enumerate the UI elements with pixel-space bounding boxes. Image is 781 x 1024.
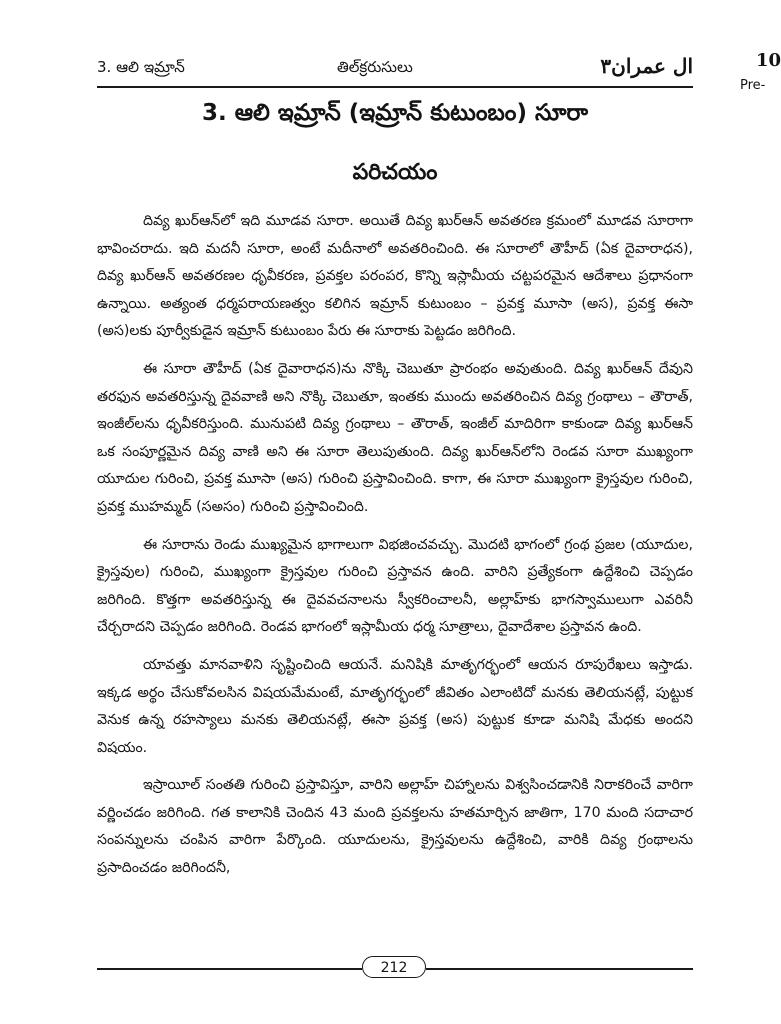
section-heading: పరిచయం (352, 160, 438, 185)
footer-divider-left (97, 968, 362, 970)
chapter-title: 3. ఆలి ఇమ్రాన్ (ఇమ్రాన్ కుటుంబం) సూరా (201, 100, 589, 126)
running-header (97, 54, 693, 84)
paragraph: ఈ సూరా తౌహీద్ (ఏక దైవారాధన)ను నొక్కి చెబుతూ ప్రారంభం అవుతుంది. దివ్య ఖుర్‌ఆన్ దేవుని తరఫున అవతరిస్తున్న దైవవాణి అని నొక్కి చెబుతూ, ఇంతకు ముందు అవతరించిన దివ్య గ్రంథాలు – తౌరాత్, ఇంజీల్‌లను ధృవీకరిస్తుంది. మునుపటి దివ్య గ్రంథాలు – తౌరాత్, ఇంజీల్ మాదిరిగా కాకుండా దివ్య ఖుర్‌ఆన్ ఒక సంపూర్ణమైన దివ్య వాణి అని ఈ సూరా తెలుపుతుంది. దివ్య ఖుర్‌ఆన్‌లోని రెండవ సూరా ముఖ్యంగా యూదుల గురించి, ప్రవక్త మూసా (అస) గురించి ప్రస్తావించింది. కాగా, ఈ సూరా ముఖ్యంగా క్రైస్తవుల గురించి, ప్రవక్త ముహమ్మద్ (సఅసం) గురించి ప్రస్తావించింది. (97, 360, 693, 515)
footer-divider-right (426, 968, 693, 970)
paragraph: దివ్య ఖుర్‌ఆన్‌లో ఇది మూడవ సూరా. అయితే దివ్య ఖుర్‌ఆన్ అవతరణ క్రమంలో మూడవ సూరాగా భావించరాదు. ఇది మదనీ సూరా, అంటే మదీనాలో అవతరించింది. ఈ సూరాలో తౌహీద్ (ఏక దైవారాధన), దివ్య ఖుర్‌ఆన్ అవతరణల ధృవీకరణ, ప్రవక్తల పరంపర, కొన్ని ఇస్లామీయ చట్టపరమైన ఆదేశాలు ప్రధానంగా ఉన్నాయి. అత్యంత ధర్మపరాయణత్వం కలిగిన ఇమ్రాన్ కుటుంబం – ప్రవక్త మూసా (అస), ప్రవక్త ఈసా (అస)లకు పూర్వీకుడైన ఇమ్రాన్ కుటుంబం పేరు ఈ సూరాకు పెట్టడం జరిగింది. (97, 213, 693, 340)
paragraph: ఈ సూరాను రెండు ముఖ్యమైన భాగాలుగా విభజించవచ్చు. మొదటి భాగంలో గ్రంథ ప్రజల (యూదుల, క్రైస్తవుల) గురించి, ముఖ్యంగా క్రైస్తవుల గురించి ప్రస్తావన ఉంది. వారిని ప్రత్యేకంగా ఉద్దేశించి చెప్పడం జరిగింది. కొత్తగా అవతరిస్తున్న ఈ దైవవచనాలను స్వీకరించాలనీ, అల్లాహ్‌కు భాగస్వాములుగా ఎవరినీ చేర్చరాదని చెప్పడం జరిగింది. రెండవ భాగంలో ఇస్లామీయ ధర్మ సూత్రాలు, దైవాదేశాల ప్రస్తావన ఉంది. (97, 536, 693, 636)
page-number: 212 (362, 956, 426, 978)
paragraph: యావత్తు మానవాళిని సృష్టించింది ఆయనే. మనిషికి మాతృగర్భంలో ఆయన రూపురేఖలు ఇస్తాడు. ఇక్కడ అర్థం చేసుకోవలసిన విషయమేమంటే, మాతృగర్భంలో జీవితం ఎలాంటిదో మనకు తెలియనట్లే, పుట్టుక వెనుక ఉన్న రహస్యాలు మనకు తెలియనట్లే, ఈసా ప్రవక్త (అస) పుట్టుక కూడా మనిషి మేధకు అందని విషయం. (97, 656, 693, 756)
body-text (97, 208, 693, 893)
header-arabic-chapter: ال عمران٣ (600, 54, 693, 78)
header-book-title: తిల్‌క్రరుసులు (337, 58, 413, 76)
header-divider (97, 86, 693, 88)
paragraph: ఇస్రాయీల్ సంతతి గురించి ప్రస్తావిస్తూ, వారిని అల్లాహ్ చిహ్నాలను విశ్వసించడానికి నిరాకరించే వారిగా వర్ణించడం జరిగింది. గత కాలానికి చెందిన 43 మంది ప్రవక్తలను హతమార్చిన జాతిగా, 170 మంది సదాచార సంపన్నులను చంపిన వారిగా పేర్కొంది. యూదులను, క్రైస్తవులను ఉద్దేశించి, వారికి దివ్య గ్రంథాలను ప్రసాదించడం జరిగిందనీ, (97, 777, 693, 877)
header-chapter-name: 3. ఆలి ఇమ్రాన్ (97, 58, 185, 76)
corner-sub-label: Pre- (740, 78, 766, 93)
corner-page-label: 10 (756, 50, 781, 71)
